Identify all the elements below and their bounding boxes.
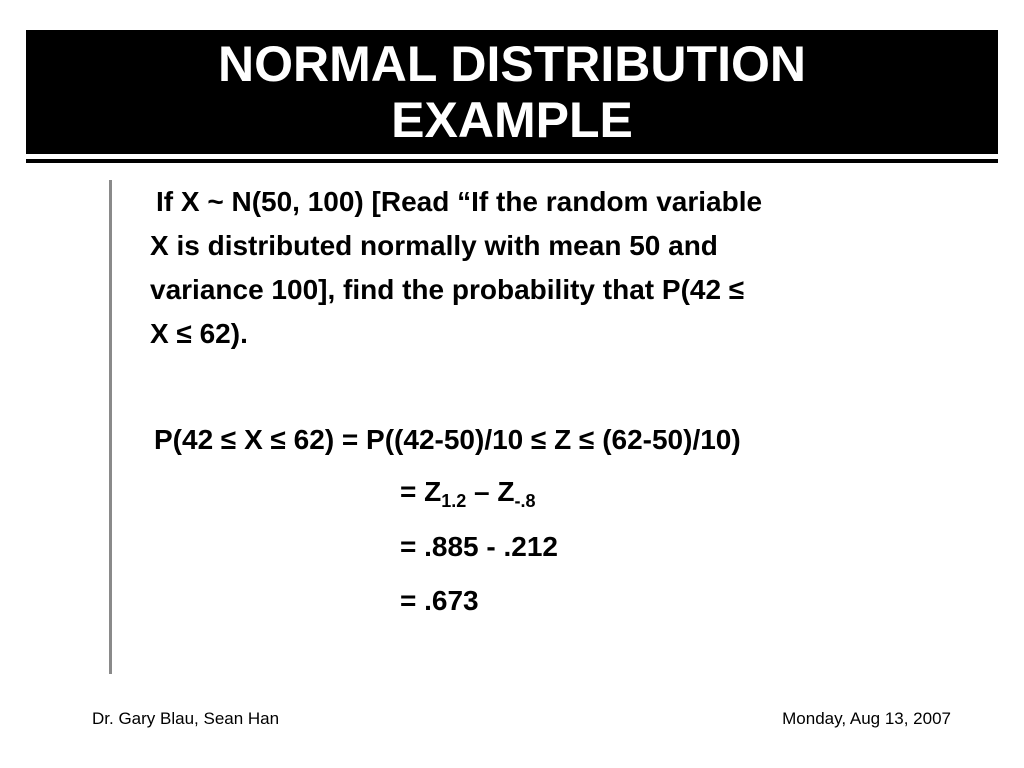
- calculation-line-4: = .673: [400, 585, 479, 616]
- z-subscript-2: -.8: [514, 491, 536, 511]
- problem-line-1: If X ~ N(50, 100) [Read “If the random variable: [156, 186, 763, 217]
- footer-date: Monday, Aug 13, 2007: [782, 709, 951, 728]
- problem-line-3: variance 100], find the probability that P(42 ≤: [150, 274, 745, 305]
- z-subscript-1: 1.2: [441, 491, 467, 511]
- problem-statement: [150, 180, 970, 356]
- calculation-line-2-prefix: = Z: [400, 476, 442, 507]
- slide-title-line-1: NORMAL DISTRIBUTION: [218, 36, 806, 92]
- calculation-line-2: [400, 472, 536, 512]
- slide-title: [218, 36, 806, 148]
- footer-authors: Dr. Gary Blau, Sean Han: [92, 709, 280, 728]
- slide-title-line-2: EXAMPLE: [391, 92, 633, 148]
- left-vertical-rule: [109, 180, 112, 674]
- calculation-line-3: = .885 - .212: [400, 531, 559, 562]
- calculation-line-1-text: P(42 ≤ X ≤ 62) = P((42-50)/10 ≤ Z ≤ (62-50)/10): [154, 424, 741, 455]
- problem-line-4: X ≤ 62).: [150, 318, 248, 349]
- problem-line-2: X is distributed normally with mean 50 and: [150, 230, 718, 261]
- calculation-line-1: [154, 420, 741, 460]
- title-underline-divider: [26, 159, 998, 163]
- title-banner: [26, 30, 998, 154]
- calculation-line-2-mid: – Z: [466, 476, 515, 507]
